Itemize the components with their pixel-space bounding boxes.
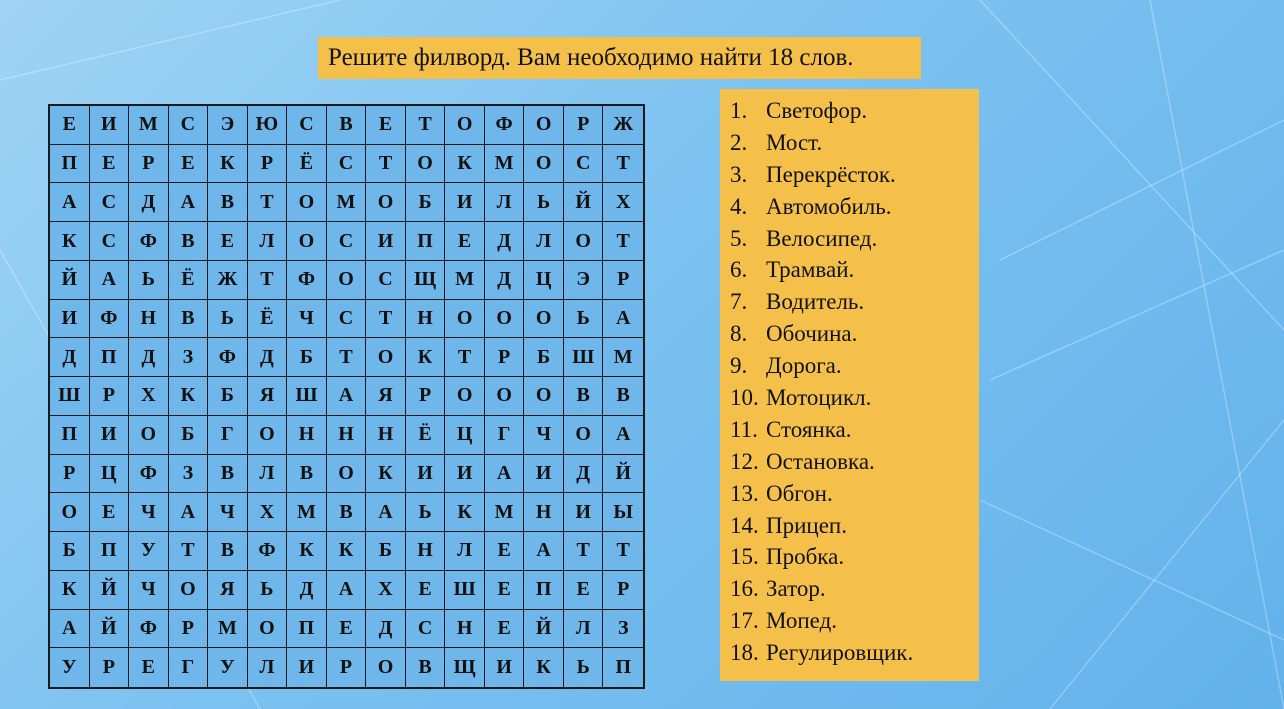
grid-cell[interactable]: В [406, 648, 446, 687]
grid-cell[interactable]: Ы [603, 493, 643, 532]
grid-cell[interactable]: О [445, 377, 485, 416]
grid-cell[interactable]: З [603, 610, 643, 649]
grid-cell[interactable]: Х [366, 571, 406, 610]
grid-cell[interactable]: П [50, 416, 90, 455]
word-number: 14. [730, 512, 759, 538]
grid-cell[interactable]: Ь [248, 571, 288, 610]
grid-cell[interactable]: Р [327, 648, 367, 687]
grid-cell[interactable]: Д [248, 338, 288, 377]
grid-cell[interactable]: Ч [524, 416, 564, 455]
grid-cell[interactable]: К [445, 145, 485, 184]
grid-cell[interactable]: П [90, 532, 130, 571]
word-list [720, 89, 979, 681]
grid-cell[interactable]: Ш [445, 571, 485, 610]
grid-cell[interactable]: О [248, 416, 288, 455]
grid-cell[interactable]: И [50, 300, 90, 339]
grid-cell[interactable]: А [485, 455, 525, 494]
grid-cell[interactable]: Р [485, 338, 525, 377]
grid-cell[interactable]: Е [406, 571, 446, 610]
grid-cell[interactable]: Г [169, 648, 209, 687]
grid-cell[interactable]: Э [208, 106, 248, 145]
grid-cell[interactable]: Д [287, 571, 327, 610]
grid-cell[interactable]: Е [327, 610, 367, 649]
grid-cell[interactable]: Я [248, 377, 288, 416]
word-list-item [730, 605, 979, 637]
grid-cell[interactable]: Т [603, 145, 643, 184]
grid-cell[interactable]: А [603, 416, 643, 455]
word-text: Регулировщик. [766, 640, 914, 666]
grid-cell[interactable]: Й [603, 455, 643, 494]
grid-cell[interactable]: Ё [287, 145, 327, 184]
grid-cell[interactable]: Ш [564, 338, 604, 377]
grid-cell[interactable]: Й [90, 610, 130, 649]
grid-cell[interactable]: Т [564, 532, 604, 571]
grid-cell[interactable]: В [603, 377, 643, 416]
grid-cell[interactable]: Е [169, 145, 209, 184]
grid-cell[interactable]: Р [50, 455, 90, 494]
grid-cell[interactable]: Ж [208, 261, 248, 300]
grid-cell[interactable]: К [406, 338, 446, 377]
grid-cell[interactable]: Ч [208, 493, 248, 532]
grid-cell[interactable]: Ь [524, 183, 564, 222]
grid-cell[interactable]: О [287, 222, 327, 261]
grid-cell[interactable]: П [406, 222, 446, 261]
word-list-item [730, 414, 979, 446]
grid-cell[interactable]: И [524, 455, 564, 494]
word-text: Обгон. [766, 480, 833, 506]
grid-cell[interactable]: А [327, 571, 367, 610]
word-list-item [730, 254, 979, 286]
grid-cell[interactable]: О [445, 300, 485, 339]
grid-cell[interactable]: А [50, 183, 90, 222]
grid-cell[interactable]: Ф [129, 610, 169, 649]
grid-cell[interactable]: Щ [445, 648, 485, 687]
grid-cell[interactable]: И [445, 183, 485, 222]
grid-cell[interactable]: Р [90, 377, 130, 416]
word-number: 4. [730, 193, 748, 219]
grid-cell[interactable]: Е [445, 222, 485, 261]
grid-cell[interactable]: Т [327, 338, 367, 377]
grid-cell[interactable]: П [287, 610, 327, 649]
word-text: Обочина. [766, 321, 858, 347]
grid-cell[interactable]: Л [248, 648, 288, 687]
grid-cell[interactable]: О [406, 145, 446, 184]
grid-cell[interactable]: В [169, 300, 209, 339]
grid-cell[interactable]: Т [248, 261, 288, 300]
word-number: 1. [730, 98, 748, 123]
grid-cell[interactable]: И [90, 106, 130, 145]
word-number: 13. [730, 480, 759, 506]
grid-cell[interactable]: Ф [90, 300, 130, 339]
grid-cell[interactable]: Т [445, 338, 485, 377]
word-text: Водитель. [766, 289, 865, 315]
grid-cell[interactable]: О [524, 377, 564, 416]
grid-cell[interactable]: А [327, 377, 367, 416]
grid-cell[interactable]: Ь [406, 493, 446, 532]
grid-cell[interactable]: Л [248, 455, 288, 494]
grid-cell[interactable]: А [169, 493, 209, 532]
grid-cell[interactable]: Й [524, 610, 564, 649]
grid-cell[interactable]: О [366, 648, 406, 687]
grid-cell[interactable]: Б [208, 377, 248, 416]
grid-cell[interactable]: Г [208, 416, 248, 455]
word-list-item [730, 223, 979, 255]
word-list-item [730, 350, 979, 382]
grid-cell[interactable]: Е [129, 648, 169, 687]
grid-cell[interactable]: Е [90, 145, 130, 184]
word-number: 8. [730, 321, 748, 347]
grid-cell[interactable]: Л [564, 610, 604, 649]
grid-cell[interactable]: Я [366, 377, 406, 416]
word-list-item [730, 159, 979, 191]
grid-cell[interactable]: Н [445, 610, 485, 649]
grid-cell[interactable]: К [445, 493, 485, 532]
grid-cell[interactable]: Н [406, 300, 446, 339]
grid-cell[interactable]: О [287, 183, 327, 222]
grid-cell[interactable]: Н [406, 532, 446, 571]
grid-cell[interactable]: Н [327, 416, 367, 455]
grid-cell[interactable]: С [327, 300, 367, 339]
word-number: 2. [730, 129, 748, 155]
grid-cell[interactable]: Е [366, 106, 406, 145]
grid-cell[interactable]: П [615, 656, 631, 679]
grid-cell[interactable]: Й [564, 183, 604, 222]
grid-cell[interactable]: К [524, 648, 564, 687]
word-number: 18. [730, 640, 759, 666]
grid-cell[interactable]: Б [406, 183, 446, 222]
grid-cell[interactable]: Ь [564, 300, 604, 339]
grid-cell[interactable]: С [564, 145, 604, 184]
grid-cell[interactable]: Ч [287, 300, 327, 339]
grid-cell[interactable]: О [564, 416, 604, 455]
word-text: Светофор. [766, 98, 868, 123]
grid-cell[interactable]: С [287, 106, 327, 145]
grid-cell[interactable]: Ё [248, 300, 288, 339]
word-number: 3. [730, 161, 748, 187]
grid-cell[interactable]: Р [90, 648, 130, 687]
grid-cell[interactable]: Д [485, 222, 525, 261]
word-list-item [730, 127, 979, 159]
grid-cell[interactable]: Ю [248, 106, 288, 145]
grid-cell[interactable]: Е [485, 610, 525, 649]
grid-cell[interactable]: Е [485, 571, 525, 610]
grid-cell[interactable]: Н [287, 416, 327, 455]
grid-cell[interactable]: И [485, 648, 525, 687]
grid-cell[interactable]: Р [603, 261, 643, 300]
grid-cell[interactable]: Ф [129, 455, 169, 494]
grid-cell[interactable]: П [50, 145, 90, 184]
word-list-item [730, 478, 979, 510]
grid-cell[interactable]: А [90, 261, 130, 300]
grid-cell[interactable]: В [208, 455, 248, 494]
grid-cell[interactable]: М [445, 261, 485, 300]
grid-cell[interactable]: Н [366, 416, 406, 455]
grid-cell[interactable]: А [366, 493, 406, 532]
word-number: 5. [730, 225, 748, 251]
grid-cell[interactable]: Ф [287, 261, 327, 300]
grid-cell[interactable]: Щ [406, 261, 446, 300]
grid-cell[interactable]: А [50, 610, 90, 649]
word-text: Автомобиль. [766, 193, 892, 219]
grid-cell[interactable]: Ф [208, 338, 248, 377]
word-list-item [730, 573, 979, 605]
word-search-grid [48, 104, 645, 689]
grid-cell[interactable]: Ё [169, 261, 209, 300]
grid-cell[interactable]: К [208, 145, 248, 184]
word-number: 11. [730, 416, 758, 442]
grid-cell[interactable]: И [366, 222, 406, 261]
word-list-item [730, 637, 979, 669]
word-text: Велосипед. [766, 225, 878, 251]
grid-cell[interactable]: О [366, 338, 406, 377]
grid-cell[interactable]: В [564, 377, 604, 416]
grid-cell[interactable]: К [50, 222, 90, 261]
grid-cell[interactable]: Е [485, 532, 525, 571]
word-list-item [730, 510, 979, 542]
grid-cell[interactable]: М [129, 106, 169, 145]
grid-cell[interactable]: Ш [287, 377, 327, 416]
grid-cell[interactable]: У [50, 648, 90, 687]
grid-cell[interactable]: А [603, 300, 643, 339]
grid-cell[interactable]: Ш [50, 377, 90, 416]
grid-cell[interactable]: Ё [406, 416, 446, 455]
word-text: Стоянка. [766, 416, 852, 442]
grid-cell[interactable]: О [327, 261, 367, 300]
grid-cell[interactable]: В [208, 183, 248, 222]
grid-cell[interactable]: Ь [564, 648, 604, 687]
grid-cell[interactable]: Н [524, 493, 564, 532]
grid-cell[interactable]: Я [208, 571, 248, 610]
grid-cell[interactable]: О [564, 222, 604, 261]
grid-cell[interactable]: В [169, 222, 209, 261]
grid-cell[interactable]: К [50, 571, 90, 610]
word-number: 15. [730, 544, 759, 570]
grid-cell[interactable]: О [50, 493, 90, 532]
grid-cell[interactable]: О [248, 610, 288, 649]
grid-cell[interactable]: С [366, 261, 406, 300]
word-list-item [730, 382, 979, 414]
word-text: Остановка. [766, 448, 875, 474]
grid-cell[interactable]: Р [169, 610, 209, 649]
word-text: Трамвай. [766, 257, 855, 283]
grid-cell[interactable]: Б [366, 532, 406, 571]
grid-cell[interactable]: Ж [603, 106, 643, 145]
grid-cell[interactable]: С [406, 610, 446, 649]
grid-cell[interactable]: Д [129, 183, 169, 222]
grid-cell[interactable]: И [564, 493, 604, 532]
grid-cell[interactable]: У [129, 532, 169, 571]
grid-cell[interactable]: А [169, 183, 209, 222]
grid-cell[interactable]: О [485, 377, 525, 416]
grid-cell[interactable]: К [169, 377, 209, 416]
grid-cell[interactable]: Ф [248, 532, 288, 571]
grid-cell[interactable]: М [603, 338, 643, 377]
grid-cell[interactable]: Н [129, 300, 169, 339]
grid-cell[interactable]: Е [90, 493, 130, 532]
word-list-item [730, 318, 979, 350]
grid-cell[interactable]: Х [248, 493, 288, 532]
grid-cell[interactable]: Ц [445, 416, 485, 455]
grid-cell[interactable]: О [129, 416, 169, 455]
grid-cell[interactable]: Т [603, 222, 643, 261]
grid-cell[interactable]: Р [564, 106, 604, 145]
page-title: Решите филворд. Вам необходимо найти 18 слов. [318, 37, 921, 79]
word-number: 10. [730, 385, 759, 411]
grid-cell[interactable]: И [406, 455, 446, 494]
grid-cell[interactable]: П [90, 338, 130, 377]
word-text: Мотоцикл. [766, 385, 872, 411]
grid-cell[interactable]: С [90, 222, 130, 261]
grid-cell[interactable]: Ь [208, 300, 248, 339]
grid-cell[interactable]: Л [248, 222, 288, 261]
word-number: 7. [730, 289, 748, 315]
grid-cell[interactable]: Е [208, 222, 248, 261]
grid-cell[interactable]: И [90, 416, 130, 455]
grid-cell[interactable]: Ь [129, 261, 169, 300]
grid-cell[interactable]: А [524, 532, 564, 571]
grid-cell[interactable]: Т [366, 300, 406, 339]
grid-cell[interactable]: Б [169, 416, 209, 455]
grid-cell[interactable]: В [327, 106, 367, 145]
grid-cell[interactable]: Ц [524, 261, 564, 300]
grid-cell[interactable]: Б [50, 532, 90, 571]
grid-cell[interactable]: Т [366, 145, 406, 184]
grid-cell[interactable]: Ф [485, 106, 525, 145]
grid-cell[interactable]: З [169, 338, 209, 377]
grid-cell[interactable]: Е [564, 571, 604, 610]
grid-cell[interactable]: М [485, 145, 525, 184]
grid-cell[interactable]: Л [485, 183, 525, 222]
word-number: 17. [730, 608, 759, 634]
grid-cell[interactable]: К [366, 455, 406, 494]
grid-cell[interactable]: Д [564, 455, 604, 494]
grid-cell[interactable]: О [524, 145, 564, 184]
grid-cell[interactable]: Б [287, 338, 327, 377]
grid-cell[interactable]: З [169, 455, 209, 494]
grid-cell[interactable]: М [327, 183, 367, 222]
grid-cell[interactable]: Е [50, 106, 90, 145]
grid-cell[interactable]: Р [129, 145, 169, 184]
grid-cell[interactable]: Й [90, 571, 130, 610]
grid-cell[interactable]: О [327, 455, 367, 494]
grid-cell[interactable]: И [445, 455, 485, 494]
grid-cell[interactable]: В [327, 493, 367, 532]
grid-cell[interactable]: М [208, 610, 248, 649]
grid-cell[interactable]: Ч [129, 571, 169, 610]
grid-cell[interactable]: Т [406, 106, 446, 145]
grid-cell[interactable]: Ч [129, 493, 169, 532]
word-text: Пробка. [766, 544, 845, 570]
word-list-item [730, 95, 979, 127]
grid-cell[interactable]: О [445, 106, 485, 145]
grid-cell[interactable]: О [366, 183, 406, 222]
word-text: Затор. [766, 576, 826, 602]
grid-cell[interactable]: У [208, 648, 248, 687]
grid-cell[interactable]: Х [603, 183, 643, 222]
grid-cell[interactable]: Й [50, 261, 90, 300]
grid-cell[interactable]: О [485, 300, 525, 339]
grid-cell[interactable]: Т [248, 183, 288, 222]
word-text: Дорога. [766, 353, 842, 379]
grid-cell[interactable]: Д [366, 610, 406, 649]
grid-cell[interactable]: Д [129, 338, 169, 377]
grid-cell[interactable]: О [524, 106, 564, 145]
grid-cell[interactable]: М [287, 493, 327, 532]
grid-cell[interactable]: Г [485, 416, 525, 455]
grid-cell[interactable]: В [208, 532, 248, 571]
grid-cell[interactable]: Т [603, 532, 643, 571]
word-number: 9. [730, 353, 748, 379]
grid-cell[interactable]: Ц [90, 455, 130, 494]
grid-cell[interactable]: Р [248, 145, 288, 184]
grid-cell[interactable]: Л [524, 222, 564, 261]
word-list-item [730, 446, 979, 478]
grid-cell[interactable]: О [169, 571, 209, 610]
word-text: Мост. [766, 129, 823, 155]
grid-cell[interactable]: К [287, 532, 327, 571]
grid-cell[interactable]: К [327, 532, 367, 571]
grid-cell[interactable]: С [169, 106, 209, 145]
word-list-item [730, 541, 979, 573]
word-number: 16. [730, 576, 759, 602]
word-number: 12. [730, 448, 759, 474]
grid-cell[interactable]: М [485, 493, 525, 532]
word-list-item [730, 191, 979, 223]
grid-cell[interactable]: Л [445, 532, 485, 571]
word-text: Мопед. [766, 608, 838, 634]
grid-cell[interactable]: С [327, 222, 367, 261]
grid-cell[interactable]: В [287, 455, 327, 494]
grid-cell[interactable]: О [524, 300, 564, 339]
grid-cell[interactable]: П [524, 571, 564, 610]
word-text: Перекрёсток. [766, 161, 896, 187]
grid-cell[interactable]: Р [603, 571, 643, 610]
grid-cell[interactable]: Ф [129, 222, 169, 261]
word-text: Прицеп. [766, 512, 847, 538]
grid-cell[interactable]: С [90, 183, 130, 222]
word-number: 6. [730, 257, 748, 283]
grid-cell[interactable]: Р [406, 377, 446, 416]
grid-cell[interactable]: И [287, 648, 327, 687]
grid-cell[interactable]: Т [169, 532, 209, 571]
grid-cell[interactable]: С [327, 145, 367, 184]
grid-cell[interactable]: Д [485, 261, 525, 300]
grid-cell[interactable]: Э [564, 261, 604, 300]
word-list-item [730, 286, 979, 318]
grid-cell[interactable]: Х [129, 377, 169, 416]
grid-cell[interactable]: Д [50, 338, 90, 377]
grid-cell[interactable]: Б [524, 338, 564, 377]
